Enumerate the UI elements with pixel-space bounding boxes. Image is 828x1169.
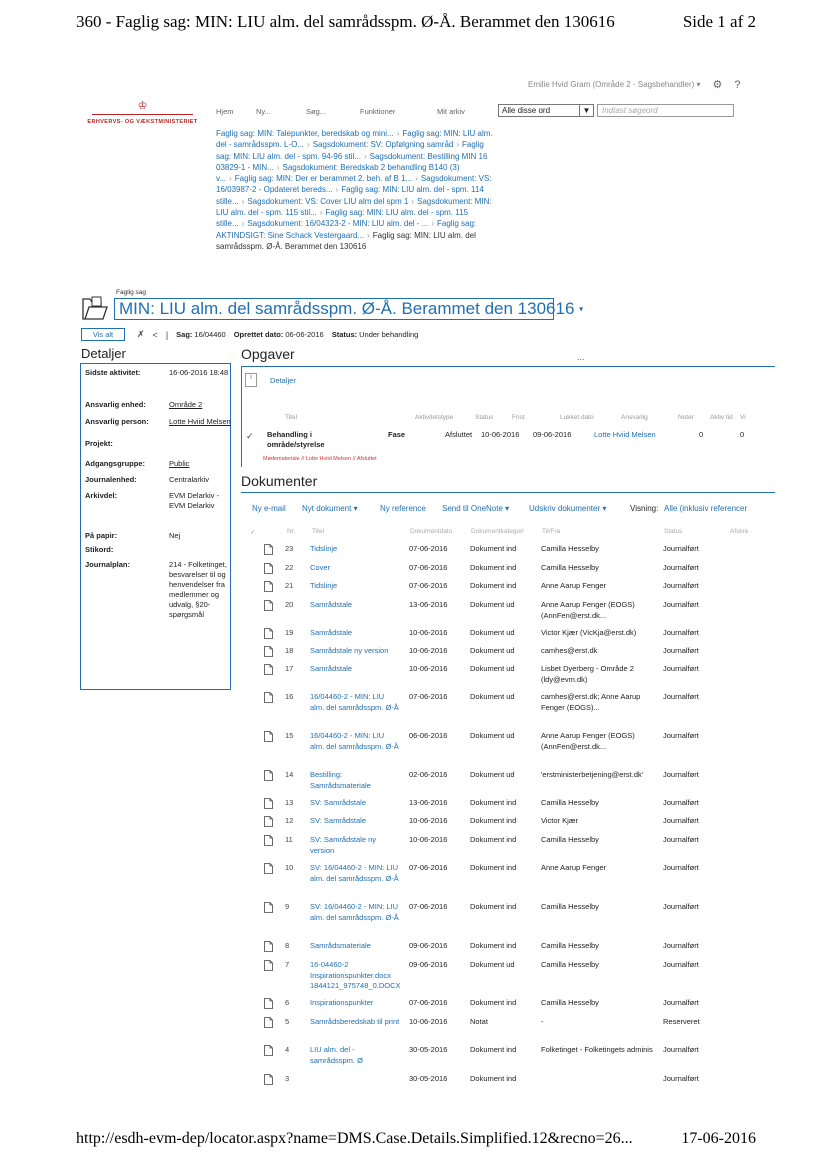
print-footer-date: 17-06-2016 bbox=[681, 1130, 756, 1147]
doc-to-from: - bbox=[541, 1017, 544, 1026]
doc-number: 23 bbox=[285, 544, 294, 553]
doc-category: Dokument ind bbox=[470, 798, 517, 807]
print-documents-button[interactable]: Udskriv dokumenter ▾ bbox=[529, 504, 607, 513]
gear-icon[interactable]: ⚙ bbox=[712, 79, 723, 91]
doc-col-header: Titel bbox=[312, 528, 325, 535]
document-icon[interactable] bbox=[264, 960, 273, 971]
print-header-page: Side 1 af 2 bbox=[682, 12, 756, 31]
doc-to-from: Camilla Hesselby bbox=[541, 798, 599, 807]
doc-status: Journalført bbox=[663, 902, 699, 911]
share-icon[interactable]: < bbox=[152, 329, 158, 340]
breadcrumb-separator: › bbox=[229, 174, 232, 184]
breadcrumb-item[interactable]: Faglig sag: MIN: LIU alm. del - samrådsspm. L-O... bbox=[216, 129, 493, 150]
detail-key: Ansvarlig person: bbox=[85, 417, 149, 426]
task-subline: Mødemateriale // Lotte Hviid Melsen // Afsluttet bbox=[263, 456, 377, 462]
task-col-header: Ansvarlig bbox=[621, 414, 648, 421]
doc-category: Dokument ud bbox=[470, 628, 515, 637]
breadcrumb-separator: › bbox=[415, 174, 418, 184]
new-document-button[interactable]: Nyt dokument ▾ bbox=[302, 504, 358, 513]
nav-item-2[interactable]: Søg... bbox=[306, 107, 327, 116]
document-icon[interactable] bbox=[264, 600, 273, 611]
doc-to-from: Lisbet Dyerberg - Område 2 (ldy@evm.dk) bbox=[541, 664, 634, 684]
task-icon: i bbox=[245, 373, 257, 387]
doc-number: 6 bbox=[285, 998, 290, 1007]
doc-number: 14 bbox=[285, 770, 294, 779]
task-col-header: Aktiv tid bbox=[710, 414, 733, 421]
breadcrumb-separator: › bbox=[276, 162, 280, 172]
document-icon[interactable] bbox=[264, 902, 273, 913]
doc-col-header: Dokumentdato bbox=[410, 528, 453, 535]
breadcrumb-item[interactable]: Sagsdokument: VS: Cover LIU alm del spm 1 bbox=[247, 196, 409, 206]
breadcrumb-item[interactable]: Faglig sag: MIN: LIU alm. del - spm. 114 stille... bbox=[216, 185, 484, 206]
doc-status: Journalført bbox=[663, 731, 699, 740]
doc-number: 4 bbox=[285, 1045, 290, 1054]
doc-col-header: Dokumentkategori bbox=[471, 528, 524, 535]
detail-key: Projekt: bbox=[85, 439, 113, 448]
doc-date: 02-06-2016 bbox=[409, 770, 448, 779]
tasks-more-button[interactable]: ... bbox=[577, 352, 585, 362]
breadcrumb-separator: › bbox=[396, 129, 400, 138]
doc-to-from: Anne Aarup Fenger bbox=[541, 581, 607, 590]
doc-number: 15 bbox=[285, 731, 294, 740]
breadcrumb-item[interactable]: Sagsdokument: Beredskab 2 behandling B140 (3) v... bbox=[216, 162, 460, 184]
doc-title-link[interactable]: 16/04460-2 - MIN: LIU alm. del samrådsspm. Ø-Å bbox=[310, 692, 399, 712]
doc-date: 09-06-2016 bbox=[409, 941, 448, 950]
doc-status: Journalført bbox=[663, 646, 699, 655]
doc-number: 22 bbox=[285, 563, 294, 572]
doc-to-from: Camilla Hesselby bbox=[541, 835, 599, 844]
doc-to-from: Anne Aarup Fenger bbox=[541, 863, 607, 872]
crown-icon: ♔ bbox=[137, 100, 148, 112]
doc-category: Dokument ind bbox=[470, 1045, 517, 1054]
doc-status: Journalført bbox=[663, 692, 699, 701]
logo-name: ERHVERVS- OG VÆKSTMINISTERIET bbox=[87, 119, 198, 125]
doc-to-from: camhes@erst.dk bbox=[541, 646, 598, 655]
doc-status: Journalført bbox=[663, 581, 699, 590]
breadcrumb-separator: › bbox=[241, 196, 245, 206]
doc-category: Dokument ud bbox=[470, 600, 515, 609]
breadcrumb-item[interactable]: Sagsdokument: MIN: LIU alm. del - spm. 115 stil... bbox=[216, 196, 492, 218]
doc-title-link[interactable]: Bestilling: Samrådsmateriale bbox=[310, 770, 371, 790]
doc-date: 06-06-2016 bbox=[409, 731, 448, 740]
doc-date: 13-06-2016 bbox=[409, 600, 448, 609]
doc-category: Dokument ind bbox=[470, 835, 517, 844]
user-menu[interactable]: Emilie Hvid Gram (Område 2 - Sagsbehandler) ▾ bbox=[528, 80, 701, 89]
created-date: 06-06-2016 bbox=[285, 330, 324, 339]
doc-date: 07-06-2016 bbox=[409, 692, 448, 701]
task-col-header: Status bbox=[475, 414, 494, 421]
doc-col-header: Afskre bbox=[730, 528, 749, 535]
breadcrumb-separator: › bbox=[431, 219, 434, 229]
breadcrumb-separator: › bbox=[456, 140, 460, 150]
detail-value: 214 - Folketinget, besvarelser til og henvendelser fra medlemmer og udvalg, §20-spørgsmål bbox=[169, 560, 227, 619]
doc-title-link[interactable]: SV: 16/04460-2 - MIN: LIU alm. del samrådsspm. Ø-Å bbox=[310, 863, 399, 883]
doc-to-from: Camilla Hesselby bbox=[541, 544, 599, 553]
doc-number: 18 bbox=[285, 646, 294, 655]
doc-category: Dokument ud bbox=[470, 770, 515, 779]
document-icon[interactable] bbox=[264, 816, 273, 827]
doc-to-from: Camilla Hesselby bbox=[541, 998, 599, 1007]
doc-to-from: Victor Kjær bbox=[541, 816, 578, 825]
detail-key: Journalplan: bbox=[85, 560, 131, 569]
pin-icon[interactable]: ✗ bbox=[137, 329, 145, 339]
detail-value: EVM Delarkiv - EVM Delarkiv bbox=[169, 491, 220, 510]
doc-date: 13-06-2016 bbox=[409, 798, 448, 807]
detail-key: Adgangsgruppe: bbox=[85, 459, 145, 468]
breadcrumb-separator: › bbox=[319, 208, 323, 218]
doc-to-from: Camilla Hesselby bbox=[541, 941, 599, 950]
doc-status: Journalført bbox=[663, 563, 699, 572]
doc-status: Journalført bbox=[663, 863, 699, 872]
detail-value: Nej bbox=[169, 531, 181, 540]
detail-key: På papir: bbox=[85, 531, 118, 540]
tasks-panel bbox=[241, 367, 775, 467]
doc-title-link[interactable]: Samrådstale ny version bbox=[310, 646, 389, 655]
task-title: Behandling i område/styrelse bbox=[267, 430, 325, 449]
breadcrumb-item[interactable]: Faglig sag: MIN: Der er berammet 2. beh. af B 1... bbox=[234, 174, 413, 184]
task-closed-date: 09-06-2016 bbox=[533, 430, 572, 439]
ministry-logo bbox=[80, 100, 205, 125]
doc-number: 13 bbox=[285, 798, 294, 807]
search-scope-select[interactable] bbox=[498, 104, 594, 117]
doc-status: Journalført bbox=[663, 1074, 699, 1083]
task-col-header: Noter bbox=[678, 414, 694, 421]
doc-number: 12 bbox=[285, 816, 294, 825]
view-label: Visning: bbox=[630, 504, 659, 513]
breadcrumb-item[interactable]: Sagsdokument: SV: Opfølgning samråd bbox=[312, 140, 454, 150]
document-icon[interactable] bbox=[264, 581, 273, 592]
doc-status: Journalført bbox=[663, 1045, 699, 1054]
doc-title-link[interactable]: SV: 16/04460-2 - MIN: LIU alm. del samrådsspm. Ø-Å bbox=[310, 902, 399, 922]
user-bar bbox=[528, 78, 741, 91]
document-icon[interactable] bbox=[264, 835, 273, 846]
show-all-button[interactable]: Vis alt bbox=[81, 328, 125, 341]
doc-col-header: Til/Fra bbox=[542, 528, 561, 535]
document-icon[interactable] bbox=[264, 941, 273, 952]
doc-category: Dokument ind bbox=[470, 1074, 517, 1083]
doc-status: Journalført bbox=[663, 798, 699, 807]
doc-to-from: Camilla Hesselby bbox=[541, 563, 599, 572]
doc-number: 19 bbox=[285, 628, 294, 637]
documents-heading: Dokumenter bbox=[241, 473, 318, 489]
task-details-link[interactable]: Detaljer bbox=[270, 376, 296, 385]
doc-date: 07-06-2016 bbox=[409, 902, 448, 911]
breadcrumb-item[interactable]: Sagsdokument: Bestilling MIN 16 03829-1 - MIN... bbox=[216, 151, 488, 172]
doc-col-header: Status bbox=[664, 528, 683, 535]
doc-title-link[interactable]: SV: Samrådstale bbox=[310, 816, 366, 825]
doc-category: Notat bbox=[470, 1017, 488, 1026]
created-date-label: Oprettet dato: bbox=[233, 330, 284, 339]
doc-date: 30-05-2016 bbox=[409, 1074, 448, 1083]
document-icon[interactable] bbox=[264, 731, 273, 742]
doc-date: 10-06-2016 bbox=[409, 628, 448, 637]
detail-value[interactable]: Lotte Hviid Melsen bbox=[169, 417, 231, 426]
breadcrumb-item[interactable]: Sagsdokument: 16/04323-2 - MIN: LIU alm. del - ... bbox=[247, 219, 429, 229]
breadcrumb-separator: › bbox=[367, 230, 370, 240]
breadcrumb-current: Faglig sag: MIN: LIU alm. del samrådsspm. Ø-Å. Berammet den 130616 bbox=[216, 230, 476, 251]
doc-number: 7 bbox=[285, 960, 290, 969]
doc-date: 30-05-2016 bbox=[409, 1045, 448, 1054]
doc-category: Dokument ind bbox=[470, 563, 517, 572]
task-col-header: Frist bbox=[512, 414, 525, 421]
doc-title-link[interactable]: 16/04460-2 - MIN: LIU alm. del samrådsspm. Ø-Å bbox=[310, 731, 399, 751]
doc-to-from: camhes@erst.dk; Anne Aarup Fenger (EOGS)... bbox=[541, 692, 641, 712]
task-notes: 0 bbox=[699, 430, 704, 439]
search-input[interactable]: Indtast søgeord bbox=[597, 104, 734, 117]
doc-title-link[interactable]: Samrådstale bbox=[310, 600, 353, 609]
doc-status: Journalført bbox=[663, 664, 699, 673]
document-icon[interactable] bbox=[264, 1074, 273, 1085]
search-scope-value: Alle disse ord bbox=[502, 106, 551, 115]
doc-title-link[interactable]: Samrådsmateriale bbox=[310, 941, 371, 950]
doc-category: Dokument ind bbox=[470, 998, 517, 1007]
document-icon[interactable] bbox=[264, 1045, 273, 1056]
doc-category: Dokument ind bbox=[470, 544, 517, 553]
nav-item-3[interactable]: Funktioner bbox=[360, 107, 396, 116]
breadcrumb-item[interactable]: Faglig sag: MIN: LIU alm. del - spm. 115 stille... bbox=[216, 208, 469, 229]
nav-item-4[interactable]: Mit arkiv bbox=[437, 107, 465, 116]
breadcrumb-item[interactable]: Faglig sag: AKTINDSIGT: Sine Schack Vestergaard... bbox=[216, 219, 477, 240]
doc-number: 20 bbox=[285, 600, 294, 609]
doc-number: 11 bbox=[285, 835, 293, 844]
case-number-label: Sag: bbox=[176, 330, 193, 339]
help-icon[interactable]: ? bbox=[734, 78, 741, 91]
doc-status: Journalført bbox=[663, 835, 699, 844]
doc-to-from: Anne Aarup Fenger (EOGS) (AnnFen@erst.dk... bbox=[541, 731, 635, 751]
document-icon[interactable] bbox=[264, 863, 273, 874]
doc-category: Dokument ind bbox=[470, 863, 517, 872]
doc-date: 07-06-2016 bbox=[409, 563, 448, 572]
details-panel bbox=[80, 363, 231, 690]
doc-number: 10 bbox=[285, 863, 294, 872]
doc-number: 3 bbox=[285, 1074, 290, 1083]
chevron-down-icon[interactable]: ▼ bbox=[579, 105, 593, 116]
document-icon[interactable] bbox=[264, 998, 273, 1009]
doc-date: 09-06-2016 bbox=[409, 960, 448, 969]
doc-title-link[interactable]: Cover bbox=[310, 563, 331, 572]
detail-key: Sidste aktivitet: bbox=[85, 368, 141, 377]
doc-category: Dokument ind bbox=[470, 816, 517, 825]
doc-date: 10-06-2016 bbox=[409, 664, 448, 673]
detail-value: Centralarkiv bbox=[169, 475, 210, 484]
check-icon: ✓ bbox=[246, 431, 254, 441]
task-owner[interactable]: Lotte Hviid Melsen bbox=[594, 430, 656, 439]
doc-status: Journalført bbox=[663, 628, 699, 637]
doc-to-from: 'erstministerbetjening@erst.dk' bbox=[541, 770, 644, 779]
document-icon[interactable] bbox=[264, 544, 273, 555]
doc-category: Dokument ud bbox=[470, 692, 515, 701]
doc-status: Journalført bbox=[663, 941, 699, 950]
doc-status: Journalført bbox=[663, 600, 699, 609]
doc-title-link[interactable]: Samrådsberedskab til print bbox=[310, 1017, 400, 1026]
doc-to-from: Anne Aarup Fenger (EOGS) (AnnFen@erst.dk... bbox=[541, 600, 635, 620]
folder-icon bbox=[81, 295, 109, 321]
doc-date: 07-06-2016 bbox=[409, 998, 448, 1007]
nav-item-1[interactable]: Ny... bbox=[256, 107, 271, 116]
doc-category: Dokument ud bbox=[470, 960, 515, 969]
task-col-header: Vi bbox=[740, 414, 746, 421]
case-number: 16/04460 bbox=[194, 330, 226, 339]
doc-title-link[interactable]: Inspirationspunkter bbox=[310, 998, 374, 1007]
breadcrumb-separator: › bbox=[241, 219, 245, 229]
print-footer-url: http://esdh-evm-dep/locator.aspx?name=DMS.Case.Details.Simplified.12&recno=26... bbox=[76, 1130, 633, 1147]
doc-date: 07-06-2016 bbox=[409, 863, 448, 872]
document-icon[interactable] bbox=[264, 646, 273, 657]
task-status: Afsluttet bbox=[445, 430, 473, 439]
breadcrumb-separator: › bbox=[307, 140, 310, 150]
doc-category: Dokument ind bbox=[470, 581, 517, 590]
document-icon[interactable] bbox=[264, 692, 273, 703]
doc-status: Journalført bbox=[663, 998, 699, 1007]
document-icon[interactable] bbox=[264, 628, 273, 639]
status-label: Status: bbox=[331, 330, 358, 339]
document-icon[interactable] bbox=[264, 664, 273, 675]
breadcrumb-separator: › bbox=[363, 151, 367, 161]
doc-title-link[interactable]: Samrådstale bbox=[310, 628, 353, 637]
doc-date: 10-06-2016 bbox=[409, 1017, 448, 1026]
doc-status: Journalført bbox=[663, 544, 699, 553]
doc-title-link[interactable]: 16-04460-2 Inspirationspunkter.docx 1844121_975748_0.DOCX bbox=[310, 960, 401, 990]
doc-category: Dokument ud bbox=[470, 664, 515, 673]
doc-to-from: Victor Kjær (VicKja@erst.dk) bbox=[541, 628, 637, 637]
task-col-header: Titel bbox=[285, 414, 298, 421]
doc-title-link[interactable]: Tidslinje bbox=[310, 581, 338, 590]
breadcrumb-item[interactable]: Faglig sag: MIN: Talepunkter, beredskab og mini... bbox=[216, 129, 394, 138]
breadcrumb bbox=[216, 128, 501, 252]
doc-category: Dokument ind bbox=[470, 941, 517, 950]
detail-value[interactable]: Public bbox=[169, 459, 190, 468]
document-icon[interactable] bbox=[264, 798, 273, 809]
task-active-time: 0 bbox=[740, 430, 745, 439]
doc-number: 9 bbox=[285, 902, 290, 911]
doc-date: 10-06-2016 bbox=[409, 835, 448, 844]
doc-number: 5 bbox=[285, 1017, 290, 1026]
nav-item-0[interactable]: Hjem bbox=[216, 107, 234, 116]
doc-to-from: Camilla Hesselby bbox=[541, 902, 599, 911]
doc-title-link[interactable]: SV: Samrådstale ny version bbox=[310, 835, 377, 855]
doc-to-from: Camilla Hesselby bbox=[541, 960, 599, 969]
separator: | bbox=[165, 329, 169, 340]
doc-category: Dokument ud bbox=[470, 731, 515, 740]
doc-date: 07-06-2016 bbox=[409, 581, 448, 590]
print-header-title: 360 - Faglig sag: MIN: LIU alm. del samrådsspm. Ø-Å. Berammet den 130616 bbox=[76, 12, 615, 31]
new-reference-button[interactable]: Ny reference bbox=[380, 504, 426, 513]
doc-category: Dokument ud bbox=[470, 646, 515, 655]
chevron-down-icon[interactable]: ▾ bbox=[579, 304, 584, 314]
detail-key: Arkivdel: bbox=[85, 491, 118, 500]
tasks-heading: Opgaver bbox=[241, 346, 295, 362]
doc-to-from: Folketinget - Folketingets adminis bbox=[541, 1045, 653, 1054]
doc-col-header: Nr. bbox=[287, 528, 296, 535]
case-bar bbox=[81, 328, 426, 341]
breadcrumb-item[interactable]: Faglig sag: MIN: LIU alm. del - spm. 94-96 stil... bbox=[216, 140, 484, 161]
view-select[interactable]: Alle (inklusiv referencer bbox=[664, 504, 748, 513]
case-status: Under behandling bbox=[359, 330, 419, 339]
doc-date: 10-06-2016 bbox=[409, 816, 448, 825]
doc-number: 21 bbox=[285, 581, 294, 590]
detail-value[interactable]: Område 2 bbox=[169, 400, 203, 409]
detail-key: Ansvarlig enhed: bbox=[85, 400, 146, 409]
task-col-header: Aktivitetstype bbox=[415, 414, 454, 421]
doc-date: 07-06-2016 bbox=[409, 544, 448, 553]
doc-title-link[interactable]: LIU alm. del - samrådsspm. Ø bbox=[310, 1045, 363, 1065]
doc-title-link[interactable]: SV: Samrådstale bbox=[310, 798, 366, 807]
doc-status: Reserveret bbox=[663, 1017, 700, 1026]
detail-value: 16-06-2016 18:48 bbox=[169, 368, 229, 377]
detail-key: Stikord: bbox=[85, 545, 114, 554]
doc-number: 16 bbox=[285, 692, 294, 701]
case-title[interactable] bbox=[114, 298, 584, 320]
doc-number: 8 bbox=[285, 941, 290, 950]
doc-category: Dokument ind bbox=[470, 902, 517, 911]
doc-title-link[interactable]: Samrådstale bbox=[310, 664, 353, 673]
breadcrumb-separator: › bbox=[411, 196, 414, 206]
task-col-header: Lukket dato bbox=[560, 414, 594, 421]
details-heading: Detaljer bbox=[81, 346, 126, 361]
document-icon[interactable] bbox=[264, 770, 273, 781]
doc-number: 17 bbox=[285, 664, 294, 673]
doc-status: Journalført bbox=[663, 770, 699, 779]
doc-status: Journalført bbox=[663, 960, 699, 969]
send-onenote-button[interactable]: Send til OneNote ▾ bbox=[442, 504, 510, 513]
detail-key: Journalenhed: bbox=[85, 475, 137, 484]
doc-title-link[interactable]: Tidslinje bbox=[310, 544, 338, 553]
doc-date: 10-06-2016 bbox=[409, 646, 448, 655]
check-icon: ✓ bbox=[250, 529, 256, 536]
case-title-text: MIN: LIU alm. del samrådsspm. Ø-Å. Berammet den 130616 bbox=[119, 299, 575, 318]
document-icon[interactable] bbox=[264, 563, 273, 574]
print-footer bbox=[76, 1130, 756, 1148]
task-type: Fase bbox=[388, 430, 406, 439]
breadcrumb-item[interactable]: Sagsdokument: VS: 16/03987-2 - Opdateret bereds... bbox=[216, 174, 492, 195]
document-icon[interactable] bbox=[264, 1017, 273, 1028]
new-email-button[interactable]: Ny e-mail bbox=[252, 504, 286, 513]
task-deadline: 10-06-2016 bbox=[481, 430, 520, 439]
breadcrumb-separator: › bbox=[335, 185, 339, 195]
print-header bbox=[76, 12, 756, 32]
doc-status: Journalført bbox=[663, 816, 699, 825]
case-type-label: Faglig sag bbox=[116, 289, 146, 296]
